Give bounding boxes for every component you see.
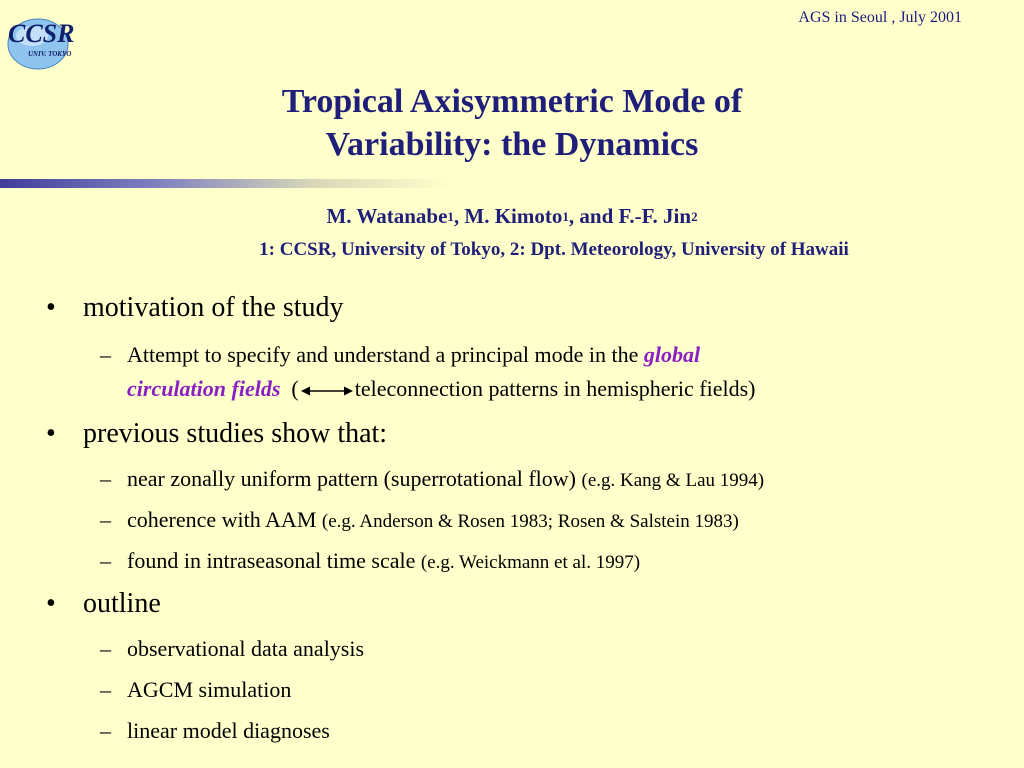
sub-item-text: coherence with AAM xyxy=(127,507,317,532)
sub-item-outline-3 xyxy=(100,714,330,747)
bullet-mark: • xyxy=(46,418,56,449)
sub-item-previous-3 xyxy=(100,544,640,579)
header-note: AGS in Seoul , July 2001 xyxy=(798,9,962,26)
sub-item-text: observational data analysis xyxy=(127,636,365,661)
sub-item-motivation-1 xyxy=(100,338,700,371)
sub-item-text: linear model diagnoses xyxy=(127,718,330,743)
citation: (e.g. Kang & Lau 1994) xyxy=(581,470,765,491)
highlight-circulation-fields: circulation fields xyxy=(127,376,281,401)
bullet-mark: • xyxy=(46,292,56,323)
bullet-label: previous studies show that: xyxy=(83,418,388,449)
dash-mark: – xyxy=(100,342,111,367)
sub-item-previous-2 xyxy=(100,503,739,538)
title-line-1: Tropical Axisymmetric Mode of xyxy=(281,83,743,120)
author-2: , M. Kimoto xyxy=(453,204,563,228)
bullet-label: motivation of the study xyxy=(83,292,344,323)
author-3-sup: 2 xyxy=(691,209,698,224)
dash-mark: – xyxy=(100,466,111,491)
logo-subtext: UNIV. TOKYO xyxy=(28,50,72,58)
sub-item-outline-2 xyxy=(100,673,291,706)
authors-line xyxy=(0,204,1024,229)
sub-item-text: AGCM simulation xyxy=(127,677,292,702)
citation: (e.g. Weickmann et al. 1997) xyxy=(420,552,641,573)
bullet-label: outline xyxy=(83,588,161,619)
dash-mark: – xyxy=(100,677,111,702)
bullet-outline xyxy=(46,588,161,620)
citation: (e.g. Anderson & Rosen 1983; Rosen & Salstein 1983) xyxy=(321,511,739,532)
slide-title xyxy=(0,80,1024,166)
author-3: , and F.-F. Jin xyxy=(568,204,692,228)
bullet-previous-studies xyxy=(46,418,387,450)
bullet-motivation xyxy=(46,292,344,324)
logo-text: CCSR xyxy=(8,19,75,48)
sub-item-motivation-1-cont xyxy=(127,376,755,402)
sub-item-outline-1 xyxy=(100,632,364,665)
author-2-sup: 1 xyxy=(562,209,569,224)
title-line-2: Variability: the Dynamics xyxy=(325,126,699,163)
author-1: M. Watanabe xyxy=(326,204,448,228)
sub-item-tail: teleconnection patterns in hemispheric fields) xyxy=(354,376,756,401)
dash-mark: – xyxy=(100,507,111,532)
sub-item-previous-1 xyxy=(100,462,764,497)
sub-item-text: found in intraseasonal time scale xyxy=(127,548,416,573)
dash-mark: – xyxy=(100,548,111,573)
affiliations: 1: CCSR, University of Tokyo, 2: Dpt. Meteorology, University of Hawaii xyxy=(259,239,849,260)
bullet-mark: • xyxy=(46,588,56,619)
dash-mark: – xyxy=(100,718,111,743)
dash-mark: – xyxy=(100,636,111,661)
author-1-sup: 1 xyxy=(447,209,454,224)
sub-item-text: near zonally uniform pattern (superrotational flow) xyxy=(127,466,577,491)
highlight-global: global xyxy=(643,342,701,367)
title-divider xyxy=(0,179,450,188)
double-arrow-icon xyxy=(301,384,353,398)
ccsr-logo xyxy=(4,8,90,70)
sub-item-text: Attempt to specify and understand a principal mode in the xyxy=(127,342,639,367)
paren-open: ( xyxy=(291,376,299,401)
